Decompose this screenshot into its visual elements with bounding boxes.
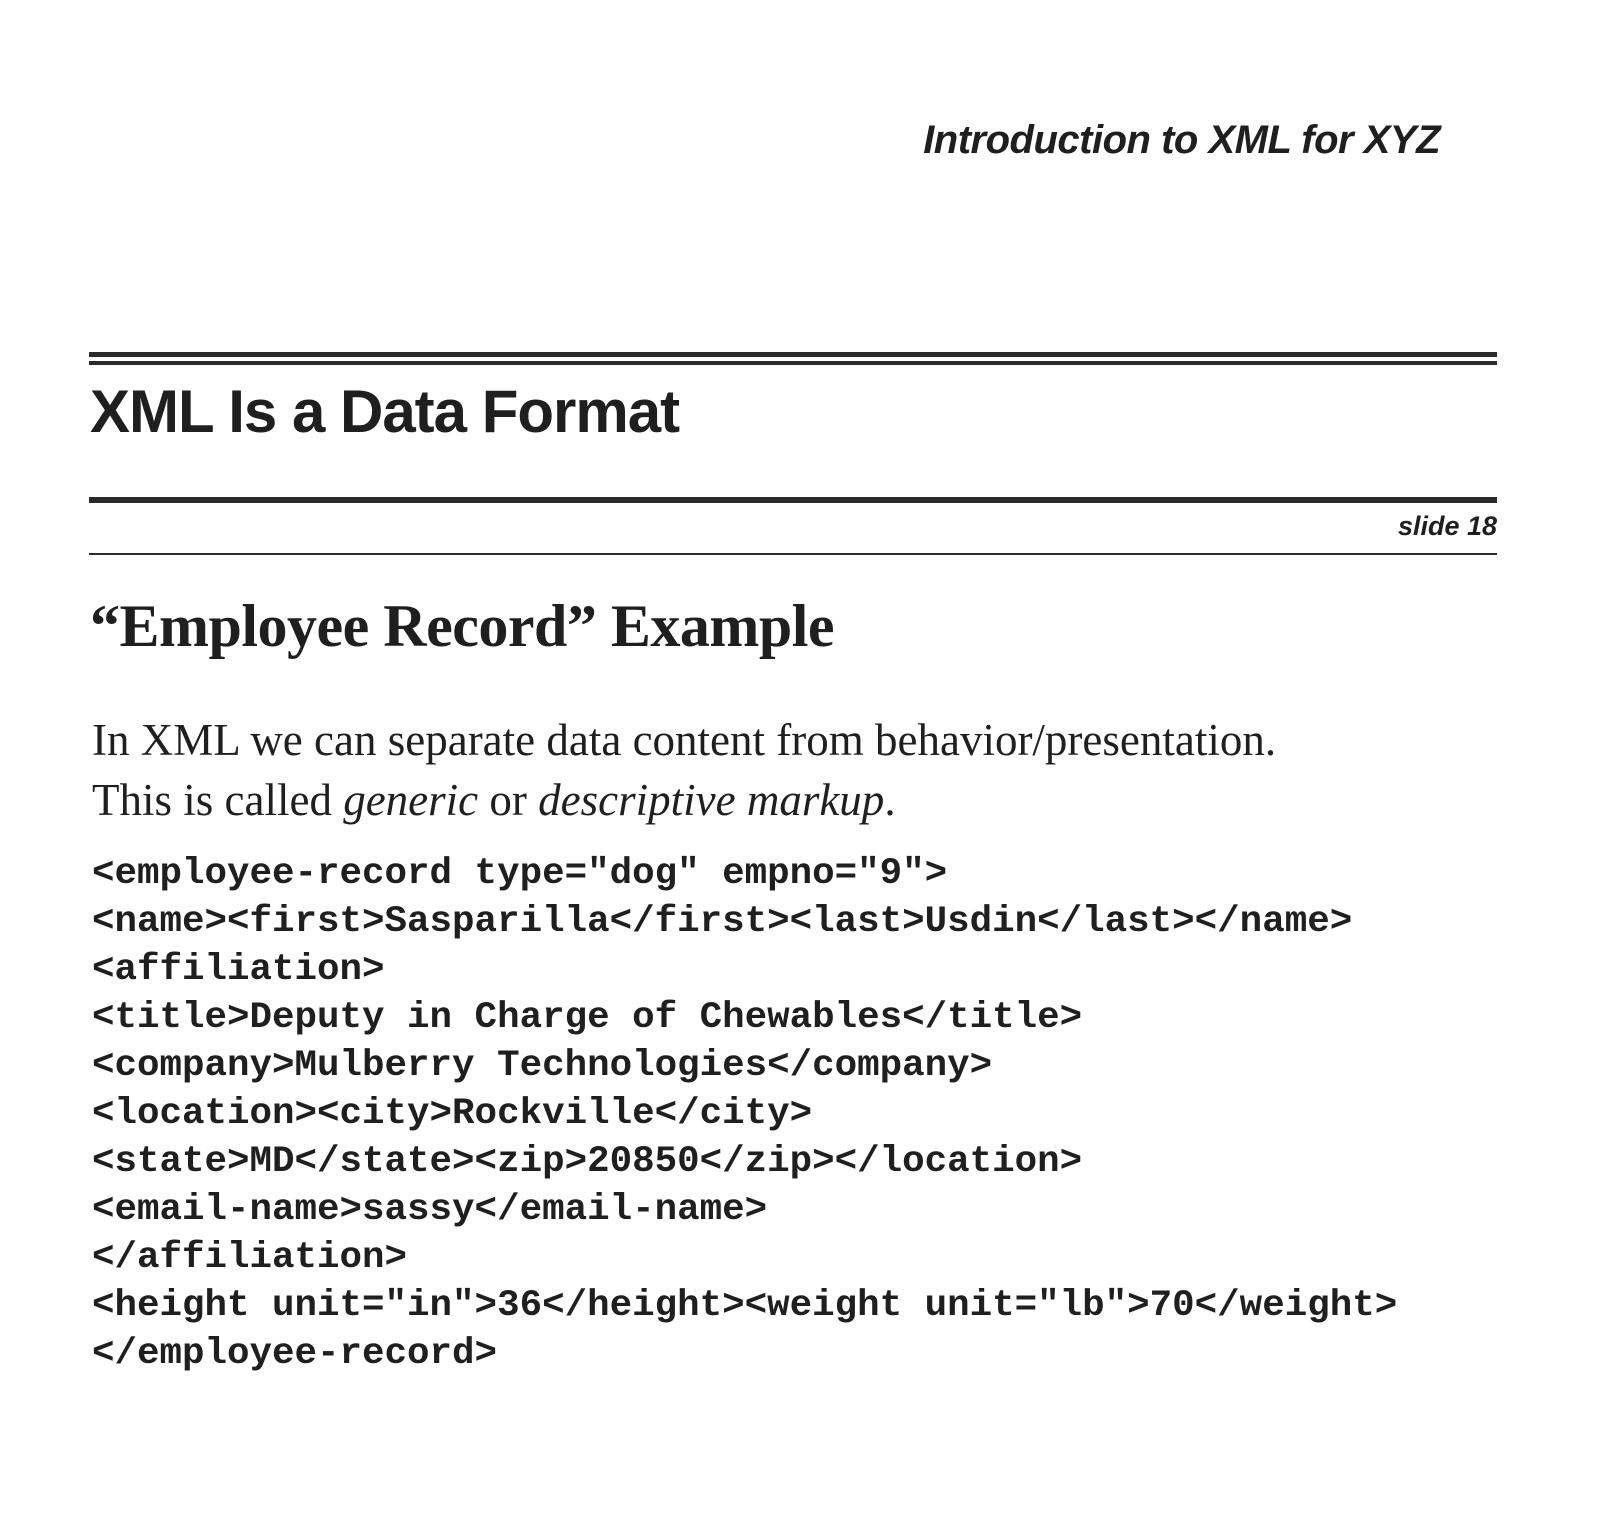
slide-number: slide 18 — [1397, 511, 1497, 541]
code-line: <state>MD</state><zip>20850</zip></location> — [92, 1141, 1083, 1183]
slide-header-rule — [89, 553, 1497, 555]
intro-connector: or — [478, 775, 539, 825]
code-line: <affiliation> — [92, 949, 385, 991]
code-line: <employee-record type="dog" empno="9"> — [92, 853, 948, 895]
running-title: Introduction to XML for XYZ — [923, 118, 1440, 162]
top-rule-thin — [89, 361, 1497, 365]
code-line: <company>Mulberry Technologies</company> — [92, 1045, 993, 1087]
intro-paragraph — [92, 710, 1512, 830]
code-line: <title>Deputy in Charge of Chewables</title> — [92, 997, 1083, 1039]
slide-heading: “Employee Record” Example — [90, 593, 835, 659]
top-rule-thick — [89, 352, 1497, 357]
code-line: <height unit="in">36</height><weight unit="lb">70</weight> — [92, 1285, 1398, 1327]
section-title: XML Is a Data Format — [90, 378, 680, 445]
xml-code-block — [92, 850, 1397, 1378]
intro-suffix: . — [884, 775, 896, 825]
code-line: </employee-record> — [92, 1333, 498, 1375]
term-generic: generic — [343, 775, 479, 825]
intro-line-2 — [92, 770, 1512, 830]
term-descriptive-markup: descriptive markup — [538, 775, 885, 825]
code-line: <name><first>Sasparilla</first><last>Usdin</last></name> — [92, 901, 1353, 943]
code-line: </affiliation> — [92, 1237, 408, 1279]
code-line: <email-name>sassy</email-name> — [92, 1189, 768, 1231]
intro-line-1: In XML we can separate data content from behavior/presentation. — [92, 715, 1277, 765]
code-line: <location><city>Rockville</city> — [92, 1093, 813, 1135]
section-divider-rule — [89, 497, 1497, 503]
intro-line-2-prefix: This is called — [92, 775, 344, 825]
